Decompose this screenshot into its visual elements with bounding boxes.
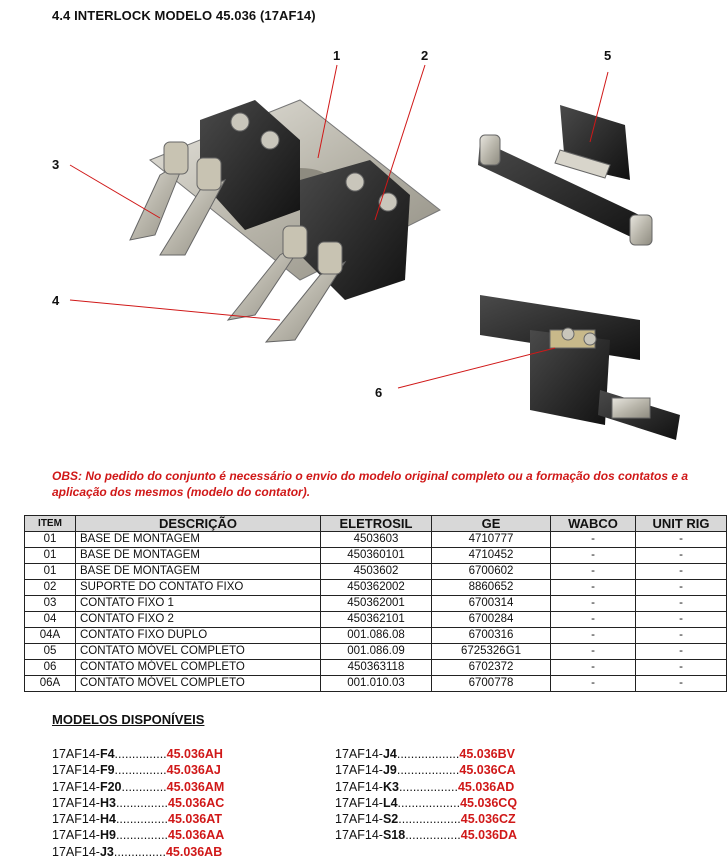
model-entry [335, 762, 517, 778]
cell-descricao: CONTATO FIXO 2 [76, 612, 321, 628]
cell-item: 06 [25, 660, 76, 676]
cell-descricao: BASE DE MONTAGEM [76, 532, 321, 548]
header-item: ITEM [25, 516, 76, 532]
cell-item: 03 [25, 596, 76, 612]
table-row [25, 532, 727, 548]
cell-unit-rig: - [636, 596, 727, 612]
model-prefix: 17AF14- [335, 747, 383, 761]
model-entry [335, 779, 517, 795]
model-entry [52, 795, 224, 811]
model-entry [52, 746, 224, 762]
callout-1: 1 [333, 48, 341, 63]
cell-unit-rig: - [636, 532, 727, 548]
model-dots: ............... [115, 795, 169, 810]
cell-ge: 6700284 [432, 612, 551, 628]
fixed-contact-2 [228, 226, 345, 342]
model-code: 45.036DA [460, 828, 518, 843]
moving-contact-5 [478, 105, 652, 245]
model-code: 45.036AA [168, 828, 225, 843]
cell-ge: 6700602 [432, 564, 551, 580]
cell-ge: 6700314 [432, 596, 551, 612]
model-dots: ............. [121, 779, 167, 794]
model-code: 45.036AC [168, 795, 225, 810]
model-prefix: 17AF14- [52, 779, 100, 794]
cell-descricao: CONTATO FIXO 1 [76, 596, 321, 612]
cell-eletrosil: 450362101 [321, 612, 432, 628]
model-suffix: F9 [99, 763, 115, 778]
model-prefix: 17AF14- [335, 795, 383, 810]
model-suffix: L4 [382, 795, 398, 810]
model-code: 45.036BV [459, 747, 515, 761]
model-suffix: H3 [99, 795, 116, 810]
cell-descricao: CONTATO FIXO DUPLO [76, 628, 321, 644]
model-code: 45.036CZ [460, 812, 516, 827]
model-prefix: 17AF14- [335, 812, 383, 827]
cell-eletrosil: 4503603 [321, 532, 432, 548]
model-entry [52, 779, 224, 795]
model-prefix: 17AF14- [335, 763, 383, 778]
cell-ge: 6700316 [432, 628, 551, 644]
model-dots: ................ [405, 828, 461, 843]
models-left-column [52, 746, 224, 860]
header-ge: GE [432, 516, 551, 532]
cell-ge: 4710777 [432, 532, 551, 548]
cell-eletrosil: 450362002 [321, 580, 432, 596]
table-row [25, 676, 727, 692]
model-prefix: 17AF14- [52, 763, 100, 778]
cell-descricao: CONTATO MÓVEL COMPLETO [76, 660, 321, 676]
cell-wabco: - [551, 612, 636, 628]
model-suffix: S18 [382, 828, 406, 843]
cell-ge: 8860652 [432, 580, 551, 596]
model-dots: ............... [113, 844, 166, 859]
cell-unit-rig: - [636, 564, 727, 580]
callout-6: 6 [375, 385, 383, 400]
table-row [25, 644, 727, 660]
cell-item: 05 [25, 644, 76, 660]
cell-unit-rig: - [636, 644, 727, 660]
cell-descricao: SUPORTE DO CONTATO FIXO [76, 580, 321, 596]
table-row [25, 564, 727, 580]
model-dots: ................. [398, 779, 458, 794]
model-suffix: F4 [99, 747, 115, 761]
cell-ge: 6725326G1 [432, 644, 551, 660]
cell-eletrosil: 450363118 [321, 660, 432, 676]
cell-unit-rig: - [636, 580, 727, 596]
table-row [25, 548, 727, 564]
callout-5: 5 [604, 48, 612, 63]
table-row [25, 596, 727, 612]
model-entry [52, 811, 224, 827]
cell-descricao: CONTATO MÓVEL COMPLETO [76, 676, 321, 692]
header-unit-rig: UNIT RIG [636, 516, 727, 532]
model-suffix: F20 [99, 779, 122, 794]
header-wabco: WABCO [551, 516, 636, 532]
cell-item: 01 [25, 532, 76, 548]
parts-table [24, 515, 727, 692]
model-suffix: J3 [99, 844, 114, 859]
table-row [25, 660, 727, 676]
cell-eletrosil: 4503602 [321, 564, 432, 580]
model-suffix: H4 [99, 812, 116, 827]
model-prefix: 17AF14- [335, 779, 383, 794]
models-title: MODELOS DISPONÍVEIS [52, 712, 205, 727]
model-suffix: S2 [382, 812, 399, 827]
model-prefix: 17AF14- [335, 828, 383, 843]
cell-wabco: - [551, 628, 636, 644]
model-suffix: J4 [382, 747, 397, 761]
model-dots: ............... [114, 747, 167, 761]
cell-wabco: - [551, 564, 636, 580]
header-descricao: DESCRIÇÃO [76, 516, 321, 532]
cell-descricao: BASE DE MONTAGEM [76, 564, 321, 580]
cell-item: 02 [25, 580, 76, 596]
cell-wabco: - [551, 644, 636, 660]
cell-eletrosil: 450362001 [321, 596, 432, 612]
fixed-contact-1 [130, 142, 225, 255]
cell-ge: 6702372 [432, 660, 551, 676]
model-code: 45.036AB [165, 844, 223, 859]
model-code: 45.036AJ [166, 763, 221, 778]
model-prefix: 17AF14- [52, 844, 100, 859]
cell-unit-rig: - [636, 548, 727, 564]
cell-unit-rig: - [636, 628, 727, 644]
model-prefix: 17AF14- [52, 828, 100, 843]
cell-unit-rig: - [636, 612, 727, 628]
moving-contact-6 [480, 295, 680, 440]
table-row [25, 580, 727, 596]
model-code: 45.036CQ [460, 795, 518, 810]
cell-unit-rig: - [636, 660, 727, 676]
model-entry [335, 746, 517, 762]
cell-eletrosil: 001.086.09 [321, 644, 432, 660]
cell-eletrosil: 001.010.03 [321, 676, 432, 692]
models-right-column [335, 746, 517, 844]
model-entry [335, 811, 517, 827]
model-entry [52, 827, 224, 843]
product-figure [0, 30, 727, 460]
model-code: 45.036AT [168, 812, 222, 827]
cell-item: 06A [25, 676, 76, 692]
model-entry [335, 795, 517, 811]
cell-item: 04 [25, 612, 76, 628]
model-prefix: 17AF14- [52, 812, 100, 827]
model-suffix: K3 [382, 779, 399, 794]
model-entry [52, 844, 224, 860]
model-entry [335, 827, 517, 843]
model-dots: ............... [115, 828, 169, 843]
cell-wabco: - [551, 548, 636, 564]
table-header-row [25, 516, 727, 532]
page-title: 4.4 INTERLOCK MODELO 45.036 (17AF14) [52, 8, 316, 23]
cell-wabco: - [551, 596, 636, 612]
cell-item: 01 [25, 548, 76, 564]
model-prefix: 17AF14- [52, 795, 100, 810]
cell-descricao: BASE DE MONTAGEM [76, 548, 321, 564]
callout-4: 4 [52, 293, 60, 308]
model-dots: .................. [396, 763, 460, 778]
cell-descricao: CONTATO MÓVEL COMPLETO [76, 644, 321, 660]
callout-2: 2 [421, 48, 429, 63]
model-code: 45.036CA [459, 763, 516, 778]
model-dots: .................. [397, 795, 461, 810]
cell-item: 04A [25, 628, 76, 644]
table-row [25, 628, 727, 644]
cell-ge: 6700778 [432, 676, 551, 692]
cell-item: 01 [25, 564, 76, 580]
model-suffix: J9 [382, 763, 397, 778]
callout-3: 3 [52, 157, 60, 172]
model-code: 45.036AM [166, 779, 225, 794]
cell-wabco: - [551, 660, 636, 676]
cell-wabco: - [551, 580, 636, 596]
cell-eletrosil: 001.086.08 [321, 628, 432, 644]
cell-eletrosil: 450360101 [321, 548, 432, 564]
model-dots: .................. [398, 812, 461, 827]
model-code: 45.036AH [166, 747, 223, 761]
cell-ge: 4710452 [432, 548, 551, 564]
cell-unit-rig: - [636, 676, 727, 692]
model-prefix: 17AF14- [52, 747, 100, 761]
model-suffix: H9 [99, 828, 116, 843]
model-dots: .................. [396, 747, 460, 761]
order-note: OBS: No pedido do conjunto é necessário o envio do modelo original completo ou a formação dos contatos e a aplicação dos mesmos (modelo do contator). [52, 469, 689, 499]
model-dots: ............... [114, 763, 167, 778]
model-dots: ............... [115, 812, 169, 827]
table-row [25, 612, 727, 628]
model-code: 45.036AD [457, 779, 515, 794]
header-eletrosil: ELETROSIL [321, 516, 432, 532]
cell-wabco: - [551, 676, 636, 692]
cell-wabco: - [551, 532, 636, 548]
model-entry [52, 762, 224, 778]
